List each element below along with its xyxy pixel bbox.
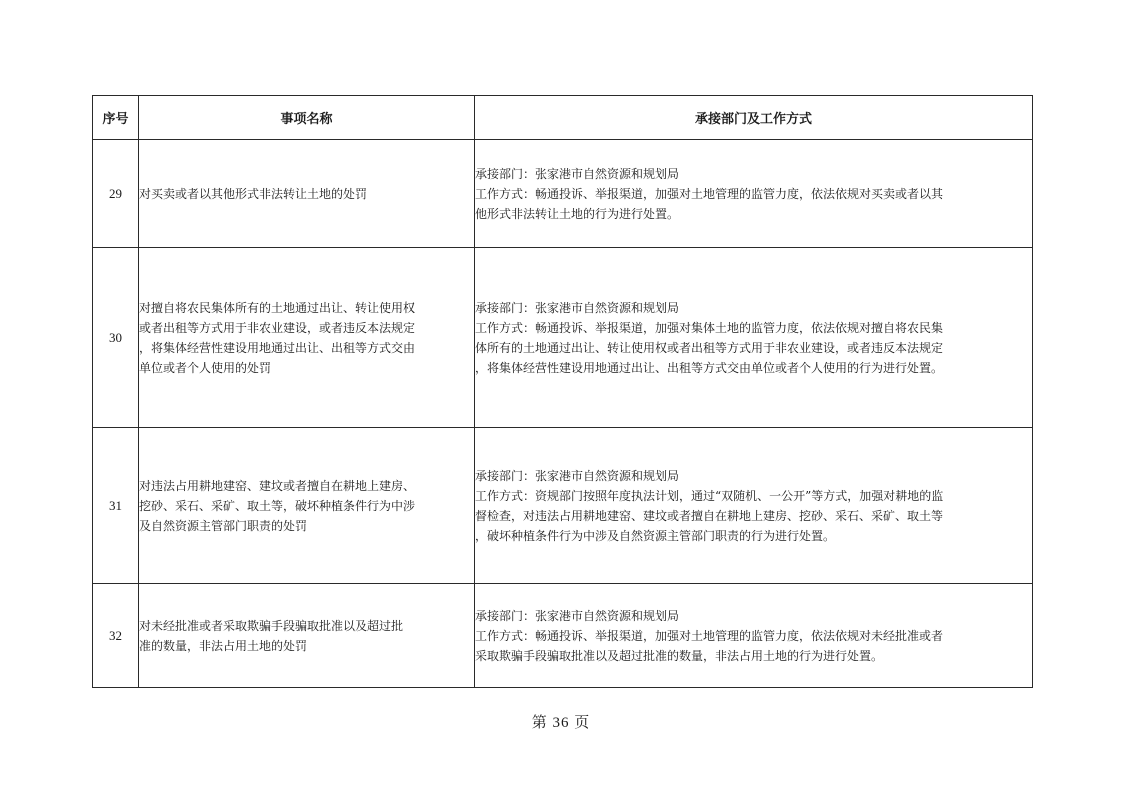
header-item-name: 事项名称 <box>139 96 475 140</box>
table-row <box>93 140 1033 248</box>
row-number: 29 <box>93 140 139 248</box>
dept-method <box>475 428 1033 584</box>
item-name-text: 对违法占用耕地建窑、建坟或者擅自在耕地上建房、 挖砂、采石、采矿、取土等，破坏种植条件行为中涉 及自然资源主管部门职责的处罚 <box>139 478 416 533</box>
table-row <box>93 584 1033 688</box>
dept-method <box>475 248 1033 428</box>
item-name-text: 对擅自将农民集体所有的土地通过出让、转让使用权 或者出租等方式用于非农业建设，或者违反本法规定 ，将集体经营性建设用地通过出让、出租等方式交由 单位或者个人使用的处罚 <box>139 300 416 375</box>
header-seq: 序号 <box>93 96 139 140</box>
page-number: 第 36 页 <box>531 715 591 731</box>
dept-text: 承接部门：张家港市自然资源和规划局 <box>475 300 680 315</box>
item-name-text: 对未经批准或者采取欺骗手段骗取批准以及超过批 准的数量，非法占用土地的处罚 <box>139 618 404 653</box>
item-name <box>139 140 475 248</box>
method-text: 工作方式：畅通投诉、举报渠道，加强对集体土地的监管力度，依法依规对擅自将农民集 体所有的土地通过出让、转让使用权或者出租等方式用于非农业建设，或者违反本法规定 ，将集体经营性建设用地通过出让、出租等方式交由单位或者个人使用的行为进行处置。 <box>475 320 944 375</box>
dept-text: 承接部门：张家港市自然资源和规划局 <box>475 468 680 483</box>
dept-text: 承接部门：张家港市自然资源和规划局 <box>475 166 680 181</box>
item-name <box>139 584 475 688</box>
row-number: 30 <box>93 248 139 428</box>
items-table <box>92 95 1033 688</box>
dept-method <box>475 140 1033 248</box>
item-name-text: 对买卖或者以其他形式非法转让土地的处罚 <box>139 186 368 201</box>
header-dept-method: 承接部门及工作方式 <box>475 96 1033 140</box>
item-name <box>139 428 475 584</box>
table-row <box>93 428 1033 584</box>
row-number: 32 <box>93 584 139 688</box>
item-name <box>139 248 475 428</box>
dept-method <box>475 584 1033 688</box>
method-text: 工作方式：资规部门按照年度执法计划，通过“双随机、一公开”等方式，加强对耕地的监 督检查，对违法占用耕地建窑、建坟或者擅自在耕地上建房、挖砂、采石、采矿、取土等 ，破坏种植条件行为中涉及自然资源主管部门职责的行为进行处置。 <box>475 488 944 543</box>
method-text: 工作方式：畅通投诉、举报渠道，加强对土地管理的监管力度，依法依规对买卖或者以其 他形式非法转让土地的行为进行处置。 <box>475 186 944 221</box>
table-header-row <box>93 96 1033 140</box>
row-number: 31 <box>93 428 139 584</box>
method-text: 工作方式：畅通投诉、举报渠道，加强对土地管理的监管力度，依法依规对未经批准或者 采取欺骗手段骗取批准以及超过批准的数量，非法占用土地的行为进行处置。 <box>475 628 944 663</box>
dept-text: 承接部门：张家港市自然资源和规划局 <box>475 608 680 623</box>
table-row <box>93 248 1033 428</box>
